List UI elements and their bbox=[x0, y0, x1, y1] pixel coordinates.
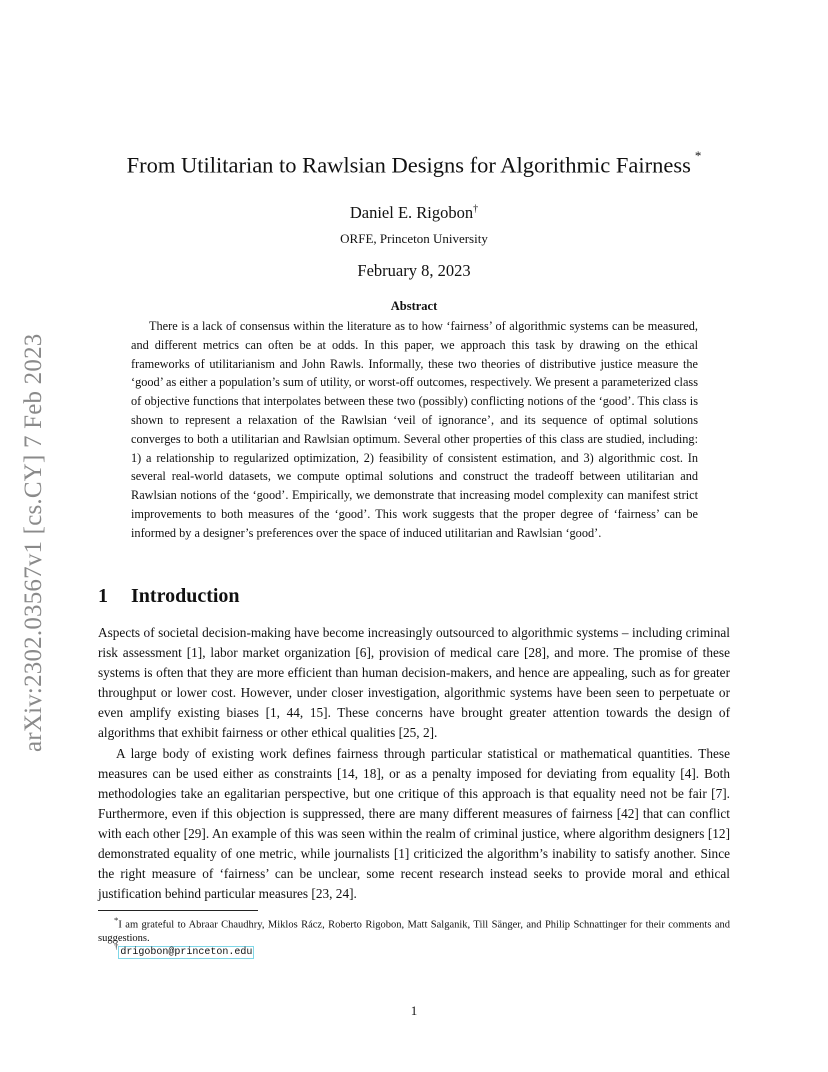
abstract-heading: Abstract bbox=[390, 299, 438, 313]
footnote-1-mark: * bbox=[114, 915, 119, 925]
author-line bbox=[98, 203, 730, 223]
footnote-1-text: I am grateful to Abraar Chaudhry, Miklos Rácz, Roberto Rigobon, Matt Salganik, Till Sänger, and Philip Schnattinger for their comments and suggestions. bbox=[98, 919, 730, 944]
title-footnote-mark: * bbox=[694, 148, 702, 163]
intro-paragraph-2: A large body of existing work defines fairness through particular statistical or mathematical quantities. These measures can be used either as constraints [14, 18], or as a penalty imposed for deviating from equality [4]. Both methodologies take an egalitarian perspective, but one critique of this approach is that equality need not be fair [7]. Furthermore, even if this objection is suppressed, there are many different measures of fairness [42] that can conflict with each other [29]. An example of this was seen within the realm of criminal justice, where algorithm designers [12] demonstrated equality of one metric, while journalists [1] criticized the algorithm’s inability to satisfy another. Since the right measure of ‘fairness’ can be unclear, some recent research instead seeks to provide moral and ethical justification behind particular measures [23, 24]. bbox=[98, 746, 730, 901]
title-text: From Utilitarian to Rawlsian Designs for Algorithmic Fairness bbox=[126, 152, 691, 178]
section-heading bbox=[98, 585, 240, 608]
paper-date: February 8, 2023 bbox=[357, 261, 471, 280]
paper-title bbox=[98, 148, 730, 179]
arxiv-identifier-stamp bbox=[14, 292, 54, 752]
footnote-rule bbox=[98, 910, 258, 911]
abstract-body: There is a lack of consensus within the literature as to how ‘fairness’ of algorithmic systems can be measured, and different metrics can often be at odds. In this paper, we approach this task by drawing on the ethical frameworks of utilitarianism and John Rawls. Informally, these two theories of distributive justice measure the ‘good’ as either a population’s sum of utility, or worst-off outcomes, respectively. We present a parameterized class of objective functions that interpolates between these two (possibly) conflicting notions of the ‘good’. This class is shown to represent a relaxation of the Rawlsian ‘veil of ignorance’, and its sequence of optimal solutions converges to both a utilitarian and Rawlsian optimum. Several other properties of this class are studied, including: 1) a relationship to regularized optimization, 2) feasibility of consistent estimation, and 3) algorithmic cost. In several real-world datasets, we compute optimal solutions and construct the tradeoff between utilitarian and Rawlsian notions of the ‘good’. Empirically, we demonstrate that increasing model complexity can manifest strict improvements to both measures of the ‘good’. This work suggests that the proper degree of ‘fairness’ can be informed by a designer’s preferences over the space of induced utilitarian and Rawlsian ‘good’. bbox=[131, 319, 698, 540]
section-number: 1 bbox=[98, 585, 108, 607]
footnote-email bbox=[98, 940, 746, 959]
author-name: Daniel E. Rigobon bbox=[349, 203, 474, 222]
section-title: Introduction bbox=[131, 585, 240, 607]
arxiv-id-text: arXiv:2302.03567v1 [cs.CY] 7 Feb 2023 bbox=[20, 333, 47, 752]
intro-paragraph-1: Aspects of societal decision-making have become increasingly outsourced to algorithmic systems – including criminal risk assessment [1], labor market organization [6], provision of medical care [28], and more. The promise of these systems is often that they are more efficient than human decision-makers, and hence are appealing, such as for greater throughput or lower cost. However, under closer investigation, algorithmic systems have been seen to perpetuate or even amplify existing biases [1, 44, 15]. These concerns have brought greater attention towards the design of algorithms that exhibit fairness or other ethical qualities [25, 2]. bbox=[98, 625, 730, 740]
author-footnote-mark: † bbox=[473, 203, 479, 215]
affiliation: ORFE, Princeton University bbox=[340, 231, 488, 246]
page-number: 1 bbox=[410, 1003, 418, 1018]
footnote-2-mark: † bbox=[114, 941, 119, 951]
email-link[interactable]: drigobon@princeton.edu bbox=[120, 946, 253, 958]
